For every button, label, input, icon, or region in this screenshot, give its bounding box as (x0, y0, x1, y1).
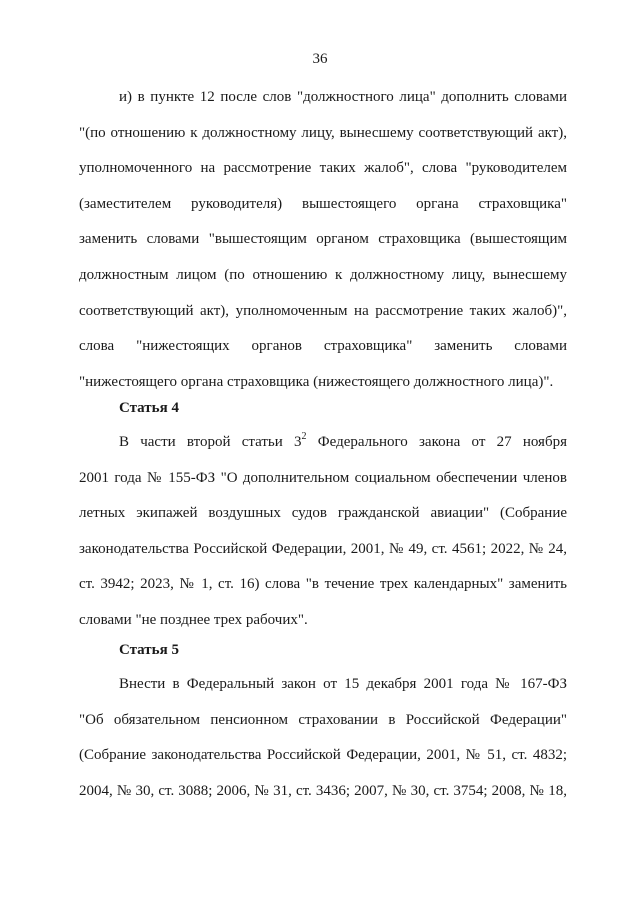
text-line: "(по отношению к должностному лицу, вынесшему соответствующий акт), (79, 124, 567, 141)
text-line: слова "нижестоящих органов страховщика" заменить словами (79, 338, 567, 355)
article-4-body (79, 425, 567, 639)
text-line (79, 425, 567, 461)
text-fragment: Федерального закона от 27 ноября (306, 434, 567, 450)
article-5-heading: Статья 5 (119, 642, 179, 658)
text-line: Внести в Федеральный закон от 15 декабря 2001 года № 167-ФЗ (119, 676, 567, 692)
article-4-heading: Статья 4 (119, 400, 179, 416)
text-line: законодательства Российской Федерации, 2001, № 49, ст. 4561; 2022, № 24, (79, 540, 567, 557)
page-number: 36 (312, 51, 328, 67)
text-line: "нижестоящего органа страховщика (нижестоящего должностного лица)". (79, 373, 554, 390)
superscript: 2 (301, 431, 307, 442)
text-line: заменить словами "вышестоящим органом страховщика (вышестоящим (79, 231, 567, 248)
text-line: словами "не позднее трех рабочих". (79, 611, 308, 628)
text-line: 2004, № 30, ст. 3088; 2006, № 31, ст. 3436; 2007, № 30, ст. 3754; 2008, № 18, (79, 782, 567, 799)
text-line: (заместителем руководителя) вышестоящего органа страховщика" (79, 195, 567, 212)
text-line: ст. 3942; 2023, № 1, ст. 16) слова "в течение трех календарных" заменить (79, 576, 567, 593)
text-line: уполномоченного на рассмотрение таких жалоб", слова "руководителем (79, 160, 567, 177)
text-line: должностным лицом (по отношению к должностному лицу, вынесшему (79, 266, 567, 283)
text-line: (Собрание законодательства Российской Федерации, 2001, № 51, ст. 4832; (79, 747, 567, 764)
text-line: 2001 года № 155-ФЗ "О дополнительном социальном обеспечении членов (79, 469, 567, 486)
text-line: летных экипажей воздушных судов гражданской авиации" (Собрание (79, 505, 567, 522)
article-5-body (79, 667, 567, 809)
text-line: соответствующий акт), уполномоченным на рассмотрение таких жалоб)", (79, 302, 567, 319)
text-line: "Об обязательном пенсионном страховании в Российской Федерации" (79, 711, 567, 728)
text-line: и) в пункте 12 после слов "должностного лица" дополнить словами (119, 89, 567, 105)
paragraph-amendment-i (79, 80, 567, 400)
text-fragment: В части второй статьи 3 (119, 434, 302, 450)
